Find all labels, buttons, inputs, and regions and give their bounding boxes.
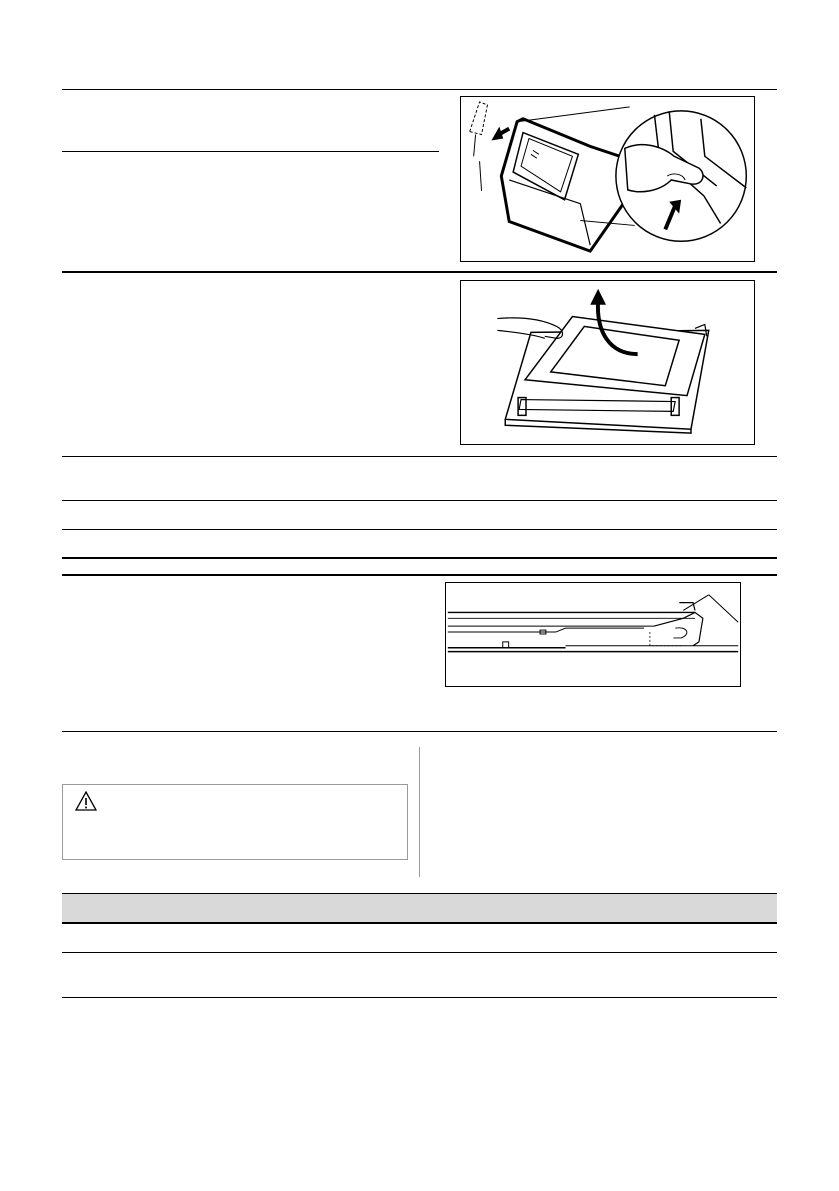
section-rule-4 (62, 500, 777, 501)
table-rule-3 (62, 997, 777, 998)
warning-box (62, 784, 408, 860)
glass-seal-figure (445, 582, 741, 687)
door-hinge-figure (460, 96, 755, 262)
door-hinge-illustration (461, 97, 754, 261)
warning-triangle-icon (75, 791, 97, 811)
glass-panel-illustration (461, 281, 754, 444)
section-rule-7 (62, 574, 777, 576)
section-rule-6 (62, 557, 777, 559)
table-rule-1 (62, 922, 777, 924)
section-rule-8 (62, 731, 777, 732)
section-rule-top (62, 89, 777, 90)
door-glass-panel-figure (460, 280, 755, 445)
table-rule-2 (62, 952, 777, 953)
column-divider (419, 747, 420, 877)
section-rule-3 (62, 456, 777, 457)
section-rule-step-1 (62, 151, 439, 152)
glass-seal-illustration (446, 583, 740, 686)
section-rule-5 (62, 529, 777, 530)
table-header-row (62, 893, 777, 923)
section-rule-2 (62, 271, 777, 273)
